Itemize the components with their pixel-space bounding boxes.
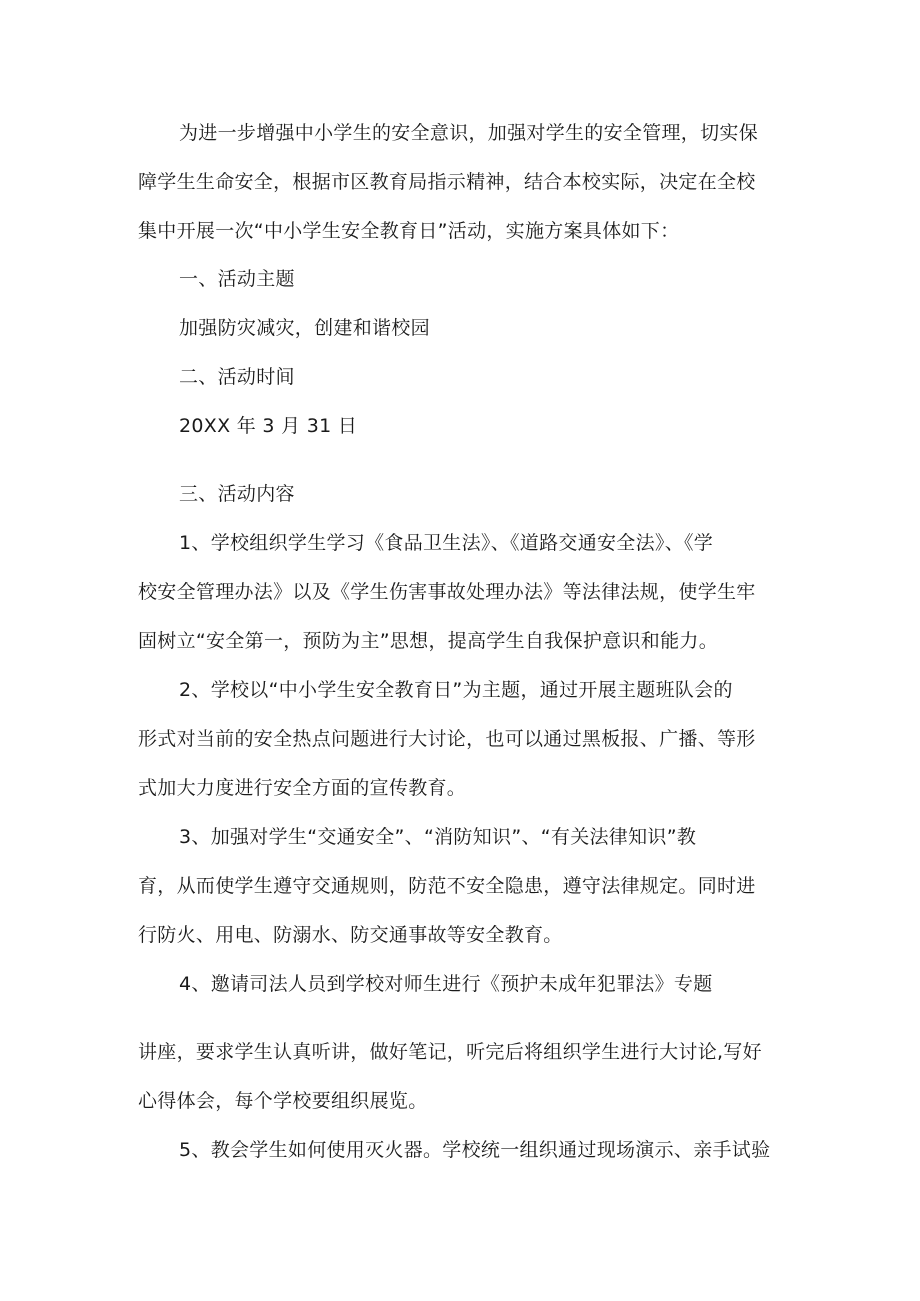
item1-line-3: 固树立“安全第一，预防为主”思想，提高学生自我保护意识和能力。 — [138, 630, 718, 652]
item2-line-2: 形式对当前的安全热点问题进行大讨论，也可以通过黑板报、广播、等形 — [138, 728, 756, 750]
item3-line-3: 行防火、用电、防溺水、防交通事故等安全教育。 — [138, 924, 563, 946]
item1-line-2: 校安全管理办法》以及《学生伤害事故处理办法》等法律法规，使学生牢 — [138, 581, 756, 603]
section3-heading: 三、活动内容 — [179, 483, 295, 505]
item4-line-1: 4、邀请司法人员到学校对师生进行《预护未成年犯罪法》专题 — [179, 973, 713, 995]
intro-line-3: 集中开展一次“中小学生安全教育日”活动，实施方案具体如下： — [138, 220, 680, 242]
item5-line-1: 5、教会学生如何使用灭火器。学校统一组织通过现场演示、亲手试验 — [179, 1139, 771, 1161]
item2-line-1: 2、学校以“中小学生安全教育日”为主题，通过开展主题班队会的 — [179, 679, 733, 701]
section1-heading: 一、活动主题 — [179, 268, 295, 290]
intro-line-1: 为进一步增强中小学生的安全意识，加强对学生的安全管理，切实保 — [179, 122, 759, 144]
section1-text: 加强防灾减灾，创建和谐校园 — [179, 317, 430, 339]
section2-text: 20XX 年 3 月 31 日 — [179, 415, 358, 437]
section2-heading: 二、活动时间 — [179, 366, 295, 388]
item4-line-2: 讲座，要求学生认真听讲，做好笔记，听完后将组织学生进行大讨论,写好 — [138, 1041, 762, 1063]
item1-line-1: 1、学校组织学生学习《食品卫生法》、《道路交通安全法》、《学 — [179, 532, 714, 554]
item3-line-2: 育，从而使学生遵守交通规则，防范不安全隐患，遵守法律规定。同时进 — [138, 875, 756, 897]
item2-line-3: 式加大力度进行安全方面的宣传教育。 — [138, 777, 467, 799]
item4-line-3: 心得体会，每个学校要组织展览。 — [138, 1090, 428, 1112]
item3-line-1: 3、加强对学生“交通安全”、“消防知识”、“有关法律知识”教 — [179, 826, 697, 848]
intro-line-2: 障学生生命安全，根据市区教育局指示精神，结合本校实际，决定在全校 — [138, 171, 756, 193]
